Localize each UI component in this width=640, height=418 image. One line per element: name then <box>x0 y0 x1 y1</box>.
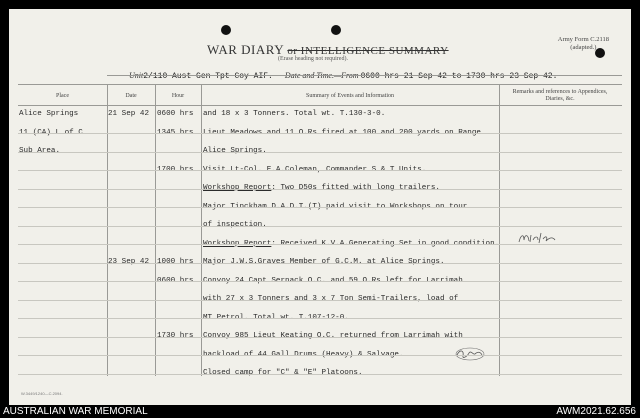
erase-note: (Erase heading not required). <box>278 56 348 62</box>
ruled-line <box>18 189 622 190</box>
unit-value: 2/110 Aust Gen Tpt Coy AIF. <box>143 72 273 81</box>
column-header-date: Date <box>125 93 137 99</box>
column-divider <box>201 84 202 376</box>
entry-body: Convoy 985 Lieut Keating O.C. returned from Larrimah with <box>203 332 463 340</box>
entry-body: Alice Springs. <box>203 147 267 155</box>
column-divider <box>107 84 108 376</box>
form-number: Army Form C.2118 (adapted.) <box>557 36 609 51</box>
entry-body: Convoy 24 Capt Sernack O.C. and 59 O.Rs left for Larrimah <box>203 276 463 285</box>
entry-body: Major J.W.S.Graves Member of G.C.M. at Alice Springs. <box>203 258 445 266</box>
entry-body: Lieut Meadows and 11 O.Rs fired at 100 and 200 yards on Range <box>203 128 481 137</box>
entry-date: 23 Sep 42 <box>108 258 150 266</box>
entry-text <box>203 110 385 118</box>
entry-body: Major Tinckham D.A.D.T.(T) paid visit to Workshops on tour <box>203 202 468 211</box>
place-line: Alice Springs <box>19 110 79 118</box>
punch-hole <box>221 25 231 35</box>
ruled-line <box>18 207 622 208</box>
place-line: Sub Area. <box>19 147 61 155</box>
entry-body: : Received K.V.A.Generating Set in good condition. <box>271 239 500 248</box>
ruled-line <box>18 337 622 338</box>
entry-body: with 27 x 3 Tonners and 3 x 7 Ton Semi-Trailers, load of <box>203 295 459 303</box>
initials-scribble <box>517 231 561 245</box>
divider <box>107 75 622 76</box>
archive-reference: AWM2021.62.656 <box>556 406 636 417</box>
note-scribble <box>455 347 485 361</box>
column-header-remarks: Remarks and references to Appendices, Diaries, &c. <box>512 89 608 102</box>
entry-body: : Two D50s fitted with long trailers. <box>271 184 440 192</box>
ruled-line <box>18 300 622 301</box>
ruled-line <box>18 374 622 375</box>
entry-hour: 0600 hrs <box>157 276 194 285</box>
archive-caption: AUSTRALIAN WAR MEMORIAL <box>3 406 148 417</box>
place-line: 11 (CA) L of C <box>19 128 83 137</box>
punch-hole <box>331 25 341 35</box>
ruled-line <box>18 226 622 227</box>
unit-line: Unit2/110 Aust Gen Tpt Coy AIF. Date and Time.—From 0600 hrs 21 Sep 42 to 1730 hrs 23 Sep 42. <box>129 71 558 81</box>
print-code: W.3449/1240—C.2094. <box>21 391 63 396</box>
ruled-line <box>18 263 622 264</box>
ruled-line <box>18 281 622 282</box>
entry-body: Visit Lt-Col. E.A.Coleman, Commander S & T Units. <box>203 165 427 174</box>
entry-body: MT Petrol. Total wt. T.107-12-0. <box>203 313 349 322</box>
entry-hour: 1000 hrs <box>157 258 194 266</box>
ruled-line <box>18 152 622 153</box>
date-range: 0600 hrs 21 Sep 42 to 1730 hrs 23 Sep 42. <box>360 72 558 81</box>
column-header-place: Place <box>56 93 69 99</box>
entry-body: of inspection. <box>203 221 267 229</box>
divider <box>18 84 622 85</box>
column-header-hour: Hour <box>171 93 185 99</box>
entry-body: and 18 x 3 Tonners. Total wt. T.130-3-0. <box>203 110 386 118</box>
entry-body: Closed camp for "C" & "E" Platoons. <box>203 369 363 377</box>
entry-heading: Workshop Report <box>203 184 272 192</box>
entry-hour: 1345 hrs <box>157 128 194 137</box>
ruled-line <box>18 133 622 134</box>
entry-body: backload of 44 Gall Drums (Heavy) & Salvage. <box>203 350 404 359</box>
column-divider <box>499 84 500 376</box>
ruled-line <box>18 355 622 356</box>
struck-title: or INTELLIGENCE SUMMARY <box>287 45 449 57</box>
ruled-line <box>18 318 622 319</box>
entry-heading: Workshop Report <box>203 239 272 248</box>
column-header-summary: Summary of Events and Information <box>306 93 394 99</box>
entry-hour: 0600 hrs <box>157 110 194 118</box>
entry-hour: 1730 hrs <box>157 332 194 340</box>
page-title: WAR DIARY or INTELLIGENCE SUMMARY <box>207 42 449 57</box>
entry-hour: 1700 hrs <box>157 165 194 174</box>
divider <box>18 105 622 106</box>
diary-sheet <box>9 9 631 405</box>
ruled-line <box>18 244 622 245</box>
ruled-line <box>18 170 622 171</box>
column-divider <box>155 84 156 376</box>
entry-date: 21 Sep 42 <box>108 110 150 118</box>
